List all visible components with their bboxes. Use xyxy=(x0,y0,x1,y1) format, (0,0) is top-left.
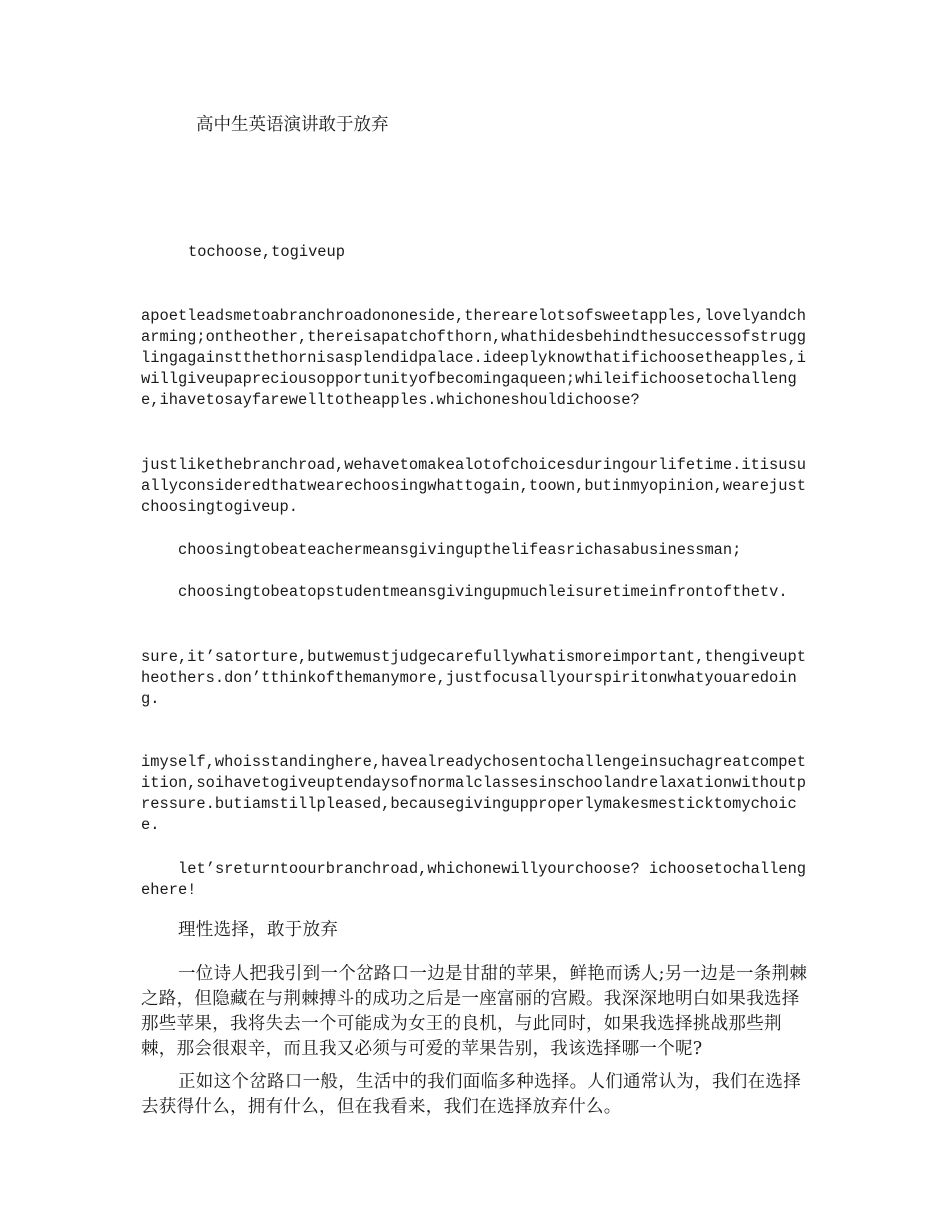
document-title: 高中生英语演讲敢于放弃 xyxy=(196,115,389,135)
english-paragraph-7: let’sreturntoourbranchroad,whichonewillyourchoose? ichoosetochallengehere! xyxy=(141,860,807,899)
english-paragraph-6: imyself,whoisstandinghere,havealreadychosentochallengeinsuchagreatcompetition,soihavetogiveuptendaysofnormalclassesinschoolandrelaxationwithoutpressure.butiamstillpleased,becausegivingupproperlymakesmesticktomychoice. xyxy=(141,753,806,834)
chinese-paragraph-2: 正如这个岔路口一般，生活中的我们面临多种选择。人们通常认为，我们在选择去获得什么，拥有什么，但在我看来，我们在选择放弃什么。 xyxy=(141,1072,801,1117)
chinese-paragraph-1: 一位诗人把我引到一个岔路口一边是甘甜的苹果，鲜艳而诱人;另一边是一条荆棘之路，但隐藏在与荆棘搏斗的成功之后是一座富丽的宫殿。我深深地明白如果我选择那些苹果，我将失去一个可能成为女王的良机，与此同时，如果我选择挑战那些荆棘，那会很艰辛，而且我又必须与可爱的苹果告别，我该选择哪一个呢? xyxy=(141,964,808,1059)
english-paragraph-2: justlikethebranchroad,wehavetomakealotofchoicesduringourlifetime.itisusuallyconsideredthatwearechoosingwhattogain,toown,butinmyopinion,wearejustchoosingtogiveup. xyxy=(141,456,806,516)
english-paragraph-3: choosingtobeateachermeansgivingupthelifeasrichasabusinessman; xyxy=(178,541,742,559)
chinese-heading: 理性选择，敢于放弃 xyxy=(178,920,339,940)
english-subtitle: tochoose,togiveup xyxy=(188,243,346,261)
english-paragraph-1: apoetleadsmetoabranchroadononeside,therearelotsofsweetapples,lovelyandcharming;ontheother,thereisapatchofthorn,whathidesbehindthesuccessofstrugglingagainstthethornisasplendidpalace.ideeplyknowthatifichoosetheapples,iwillgiveupapreciousopportunityofbecomingaqueen;whileifichoosetochallenge,ihavetosayfarewelltotheapples.whichoneshouldichoose? xyxy=(141,307,806,409)
english-paragraph-4: choosingtobeatopstudentmeansgivingupmuchleisuretimeinfrontofthetv. xyxy=(178,583,788,601)
english-paragraph-5: sure,it’satorture,butwemustjudgecarefullywhatismoreimportant,thengiveuptheothers.don’tthinkofthemanymore,justfocusallyourspiritonwhatyouaredoing. xyxy=(141,648,806,708)
